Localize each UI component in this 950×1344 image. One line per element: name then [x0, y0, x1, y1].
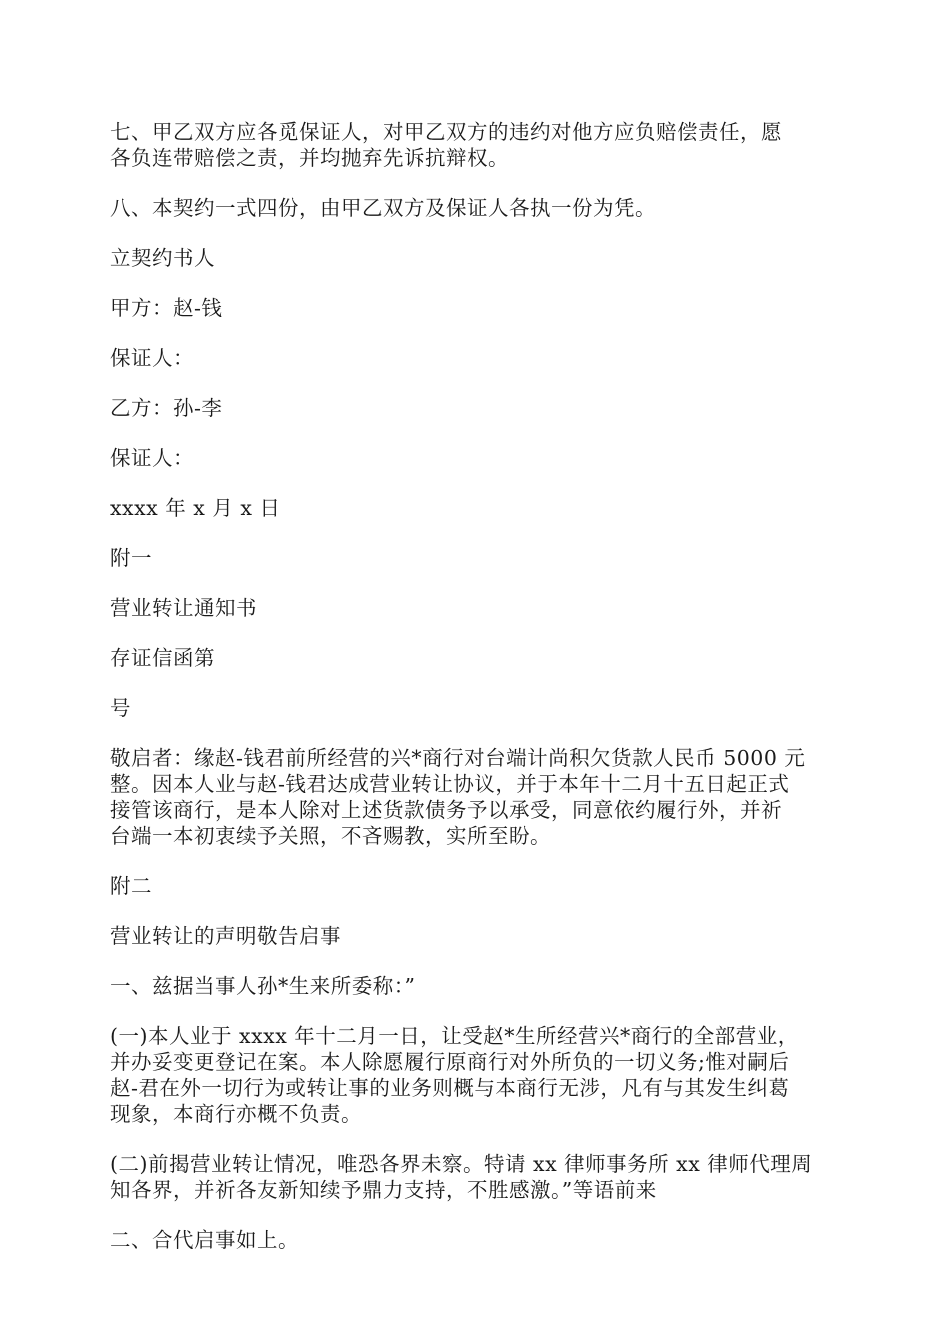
letter-number-suffix: 号: [110, 696, 131, 720]
notice-title: 营业转让通知书: [110, 596, 257, 620]
notice-body: [110, 745, 842, 849]
statement-subitem-one: [110, 1023, 842, 1127]
statement-subitem-two: [110, 1151, 842, 1203]
statement-title: 营业转让的声明敬告启事: [110, 924, 341, 948]
guarantor-a: 保证人：: [110, 346, 194, 370]
clause-eight: 八、本契约一式四份，由甲乙双方及保证人各执一份为凭。: [110, 196, 656, 220]
appendix-two-label: 附二: [110, 874, 152, 898]
party-b: 乙方：孙-李: [110, 396, 223, 420]
text-line: 接管该商行，是本人除对上述货款债务予以承受，同意依约履行外，并祈: [110, 798, 782, 822]
appendix-one-label: 附一: [110, 546, 152, 570]
statement-item-one: 一、兹据当事人孙*生来所委称：”: [110, 974, 416, 998]
clause-seven: [110, 119, 842, 171]
signatory-heading: 立契约书人: [110, 246, 215, 270]
text-line: 知各界，并祈各友新知续予鼎力支持，不胜感激。”等语前来: [110, 1178, 657, 1202]
letter-number-label: 存证信函第: [110, 646, 215, 670]
text-line: 现象，本商行亦概不负责。: [110, 1102, 362, 1126]
guarantor-b: 保证人：: [110, 446, 194, 470]
text-line: 台端一本初衷续予关照，不吝赐教，实所至盼。: [110, 824, 551, 848]
party-a: 甲方：赵-钱: [110, 296, 223, 320]
statement-item-two: 二、合代启事如上。: [110, 1228, 299, 1252]
text-line: 敬启者：缘赵-钱君前所经营的兴*商行对台端计尚积欠货款人民币 5000 元: [110, 746, 806, 770]
text-line: (一)本人业于 xxxx 年十二月一日，让受赵*生所经营兴*商行的全部营业，: [110, 1024, 799, 1048]
text-line: 并办妥变更登记在案。本人除愿履行原商行对外所负的一切义务;惟对嗣后: [110, 1050, 790, 1074]
signing-date: xxxx 年 x 月 x 日: [110, 496, 281, 520]
text-line: 整。因本人业与赵-钱君达成营业转让协议，并于本年十二月十五日起正式: [110, 772, 790, 796]
document-page: [110, 119, 842, 1253]
text-line: 七、甲乙双方应各觅保证人，对甲乙双方的违约对他方应负赔偿责任，愿: [110, 120, 782, 144]
text-line: 各负连带赔偿之责，并均抛弃先诉抗辩权。: [110, 146, 509, 170]
text-line: 赵-君在外一切行为或转让事的业务则概与本商行无涉，凡有与其发生纠葛: [110, 1076, 790, 1100]
text-line: (二)前揭营业转让情况，唯恐各界未察。特请 xx 律师事务所 xx 律师代理周: [110, 1152, 813, 1176]
